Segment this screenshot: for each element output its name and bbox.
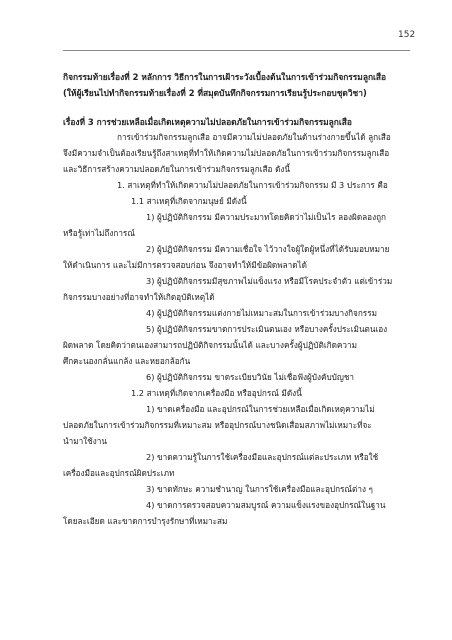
item-1-1-5-line-3: ศึกคะนองกลั่นแกล้ง และหยอกล้อกัน: [63, 356, 191, 366]
intro-line-2: จึงมีความจำเป็นต้องเรียนรู้ถึงสาเหตุที่ทำให้เกิดความไม่ปลอดภัยในการเข้าร่วมกิจกรรมลูกเสือ: [63, 148, 390, 158]
page-number: 152: [398, 30, 416, 40]
item-1-2-2-line-2: เครื่องมือและอุปกรณ์ผิดประเภท: [63, 468, 175, 478]
item-1-2-4-line-1: 4) ขาดการตรวจสอบความสมบูรณ์ ความแข็งแรงของอุปกรณ์ในฐาน: [146, 500, 386, 510]
item-1-1-4: 4) ผู้ปฏิบัติกิจกรรมแต่งกายไม่เหมาะสมในการเข้าร่วมบางกิจกรรม: [146, 308, 377, 318]
item-1-2-2-line-1: 2) ขาดความรู้ในการใช้เครื่องมือและอุปกรณ์แต่ละประเภท หรือใช้: [146, 452, 379, 462]
item-1-2-1-line-1: 1) ขาดเครื่องมือ และอุปกรณ์ในการช่วยเหลือเมื่อเกิดเหตุความไม่: [146, 404, 375, 414]
item-1-1-6: 6) ผู้ปฏิบัติกิจกรรม ขาดระเบียบวินัย ไม่เชื่อฟังผู้บังคับบัญชา: [146, 372, 354, 382]
item-1-2-1-line-2: ปลอดภัยในการเข้าร่วมกิจกรรมที่เหมาะสม หรืออุปกรณ์บางชนิดเสื่อมสภาพไม่เหมาะที่จะ: [63, 420, 372, 430]
item-1-1-2-line-1: 2) ผู้ปฏิบัติกิจกรรม มีความเชื่อใจ ไว้วางใจผู้ใดผู้หนึ่งที่ได้รับมอบหมาย: [146, 244, 390, 254]
item-1-1-2-line-2: ให้ดำเนินการ และไม่มีการตรวจสอบก่อน จึงอาจทำให้มีข้อผิดพลาดได้: [63, 260, 307, 270]
item-1-2-1-line-3: นำมาใช้งาน: [63, 436, 107, 446]
intro-line-1: การเข้าร่วมกิจกรรมลูกเสือ อาจมีความไม่ปลอดภัยในด้านร่างกายขึ้นได้ ลูกเสือ: [117, 132, 391, 142]
section-heading: เรื่องที่ 3 การช่วยเหลือเมื่อเกิดเหตุความไม่ปลอดภัยในการเข้าร่วมกิจกรรมลูกเสือ: [63, 117, 352, 127]
activity-heading-line-1: กิจกรรมท้ายเรื่องที่ 2 หลักการ วิธีการในการเฝ้าระวังเบื้องต้นในการเข้าร่วมกิจกรรมลูกเสือ: [63, 72, 387, 82]
header-rule: [63, 50, 410, 51]
sub-heading-1-1: 1.1 สาเหตุที่เกิดจากมนุษย์ มีดังนี้: [131, 196, 247, 206]
item-1-2-3: 3) ขาดทักษะ ความชำนาญ ในการใช้เครื่องมือและอุปกรณ์ต่าง ๆ: [146, 484, 373, 494]
item-1-1-3-line-1: 3) ผู้ปฏิบัติกิจกรรมมีสุขภาพไม่แข็งแรง หรือมีโรคประจำตัว แต่เข้าร่วม: [146, 276, 393, 286]
item-1-1-1-line-1: 1) ผู้ปฏิบัติกิจกรรม มีความประมาทโดยคิดว่าไม่เป็นไร ลองผิดลองถูก: [146, 212, 386, 222]
activity-heading-line-2: (ให้ผู้เรียนไปทำกิจกรรมท้ายเรื่องที่ 2 ที่สมุดบันทึกกิจกรรมการเรียนรู้ประกอบชุดวิชา): [63, 88, 367, 98]
item-1-1-1-line-2: หรือรู้เท่าไม่ถึงการณ์: [63, 228, 135, 238]
item-1-1-5-line-2: ผิดพลาด โดยคิดว่าตนเองสามารถปฏิบัติกิจกรรมนั้นได้ และบางครั้งผู้ปฏิบัติเกิดความ: [63, 340, 357, 350]
cause-1: 1. สาเหตุที่ทำให้เกิดความไม่ปลอดภัยในการเข้าร่วมกิจกรรม มี 3 ประการ คือ: [117, 180, 388, 190]
item-1-2-4-line-2: โดยละเอียด และขาดการบำรุงรักษาที่เหมาะสม: [63, 516, 228, 526]
item-1-1-5-line-1: 5) ผู้ปฏิบัติกิจกรรมขาดการประเมินตนเอง หรือบางครั้งประเมินตนเอง: [146, 324, 388, 334]
item-1-1-3-line-2: กิจกรรมบางอย่างที่อาจทำให้เกิดอุบัติเหตุได้: [63, 292, 215, 302]
intro-line-3: และวิธีการสร้างความปลอดภัยในการเข้าร่วมกิจกรรมลูกเสือ ดังนี้: [63, 164, 290, 174]
sub-heading-1-2: 1.2 สาเหตุที่เกิดจากเครื่องมือ หรืออุปกรณ์ มีดังนี้: [131, 388, 302, 398]
